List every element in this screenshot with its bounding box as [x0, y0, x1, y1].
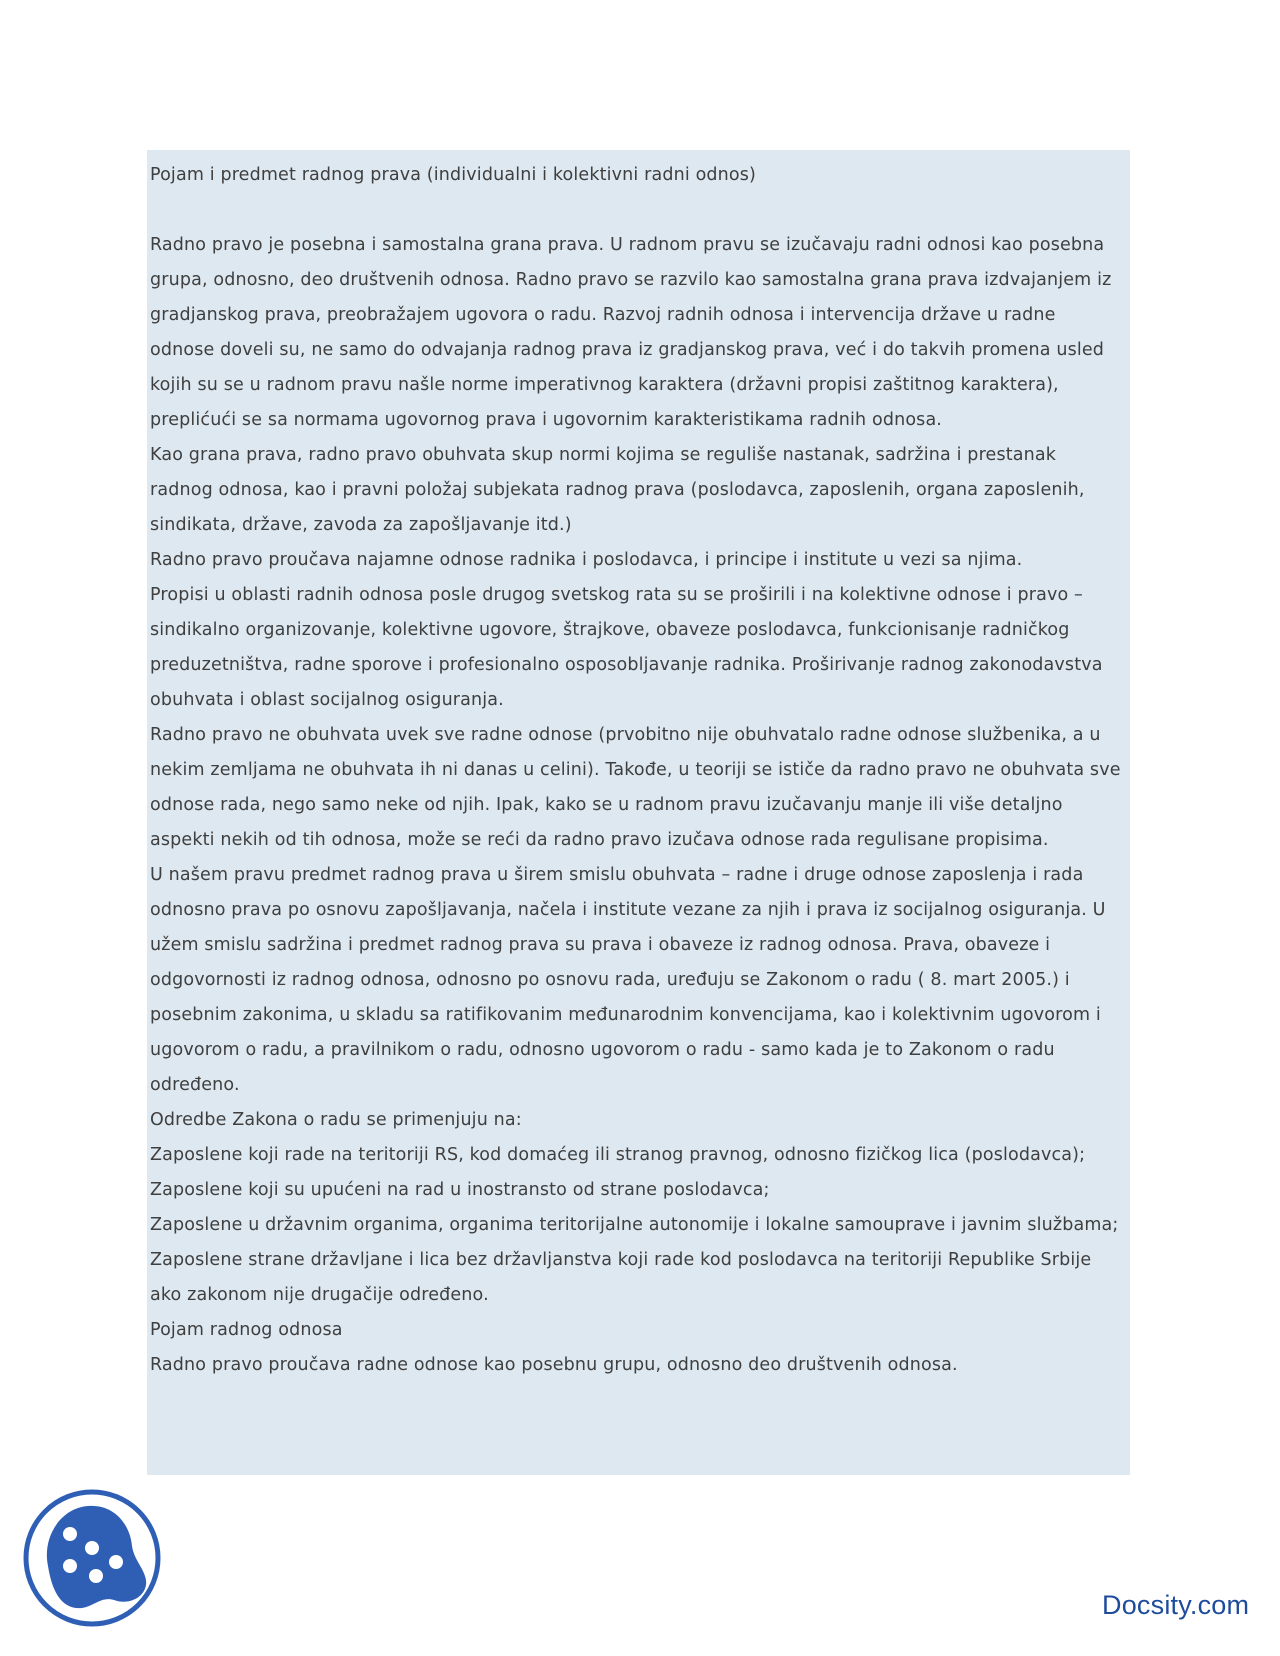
- section-heading: Pojam radnog odnosa: [150, 1320, 343, 1340]
- paragraph: Radno pravo je posebna i samostalna grana prava. U radnom pravu se izučavaju radni odnosi kao posebna grupa, odnosno, deo društvenih odnosa. Radno pravo se razvilo kao samostalna grana prava izdvajanjem iz gradjanskog prava, preobražajem ugovora o radu. Razvoj radnih odnosa i intervencija države u radne odnose doveli su, ne samo do odvajanja radnog prava iz gradjanskog prava, već i do takvih promena usled kojih su se u radnom pravu našle norme imperativnog karaktera (državni propisi zaštitnog karaktera), preplićući se sa normama ugovornog prava i ugovornim karakteristikama radnih odnosa.: [150, 235, 1112, 430]
- paragraph: Kao grana prava, radno pravo obuhvata skup normi kojima se reguliše nastanak, sadržina i prestanak radnog odnosa, kao i pravni položaj subjekata radnog prava (poslodavca, zaposlenih, organa zaposlenih, sindikata, države, zavoda za zapošljavanje itd.): [150, 445, 1085, 535]
- paragraph: Zaposlene strane državljane i lica bez državljanstva koji rade kod poslodavca na teritoriji Republike Srbije ako zakonom nije drugačije određeno.: [150, 1250, 1092, 1305]
- paragraph: Radno pravo proučava radne odnose kao posebnu grupu, odnosno deo društvenih odnosa.: [150, 1355, 958, 1375]
- document-body: [150, 228, 1122, 1383]
- paragraph: Odredbe Zakona o radu se primenjuju na:: [150, 1110, 522, 1130]
- paragraph: Radno pravo proučava najamne odnose radnika i poslodavca, i principe i institute u vezi sa njima.: [150, 550, 1023, 570]
- docsity-brand-link[interactable]: Docsity.com: [1102, 1590, 1250, 1620]
- paragraph: Zaposlene u državnim organima, organima teritorijalne autonomije i lokalne samouprave i javnim službama;: [150, 1215, 1119, 1235]
- paragraph: Zaposlene koji rade na teritoriji RS, kod domaćeg ili stranog pravnog, odnosno fizičkog lica (poslodavca); Zaposlene koji su upućeni na rad u inostransto od strane poslodavca;: [150, 1145, 1086, 1200]
- paragraph: Radno pravo ne obuhvata uvek sve radne odnose (prvobitno nije obuhvatalo radne odnose službenika, a u nekim zemljama ne obuhvata ih ni danas u celini). Takođe, u teoriji se ističe da radno pravo ne obuhvata sve odnose rada, nego samo neke od njih. Ipak, kako se u radnom pravu izučavanju manje ili više detaljno aspekti nekih od tih odnosa, može se reći da radno pravo izučava odnose rada regulisane propisima.: [150, 725, 1121, 850]
- document-title: Pojam i predmet radnog prava (individualni i kolektivni radni odnos): [150, 165, 757, 185]
- docsity-logo-icon[interactable]: [22, 1488, 162, 1628]
- paragraph: U našem pravu predmet radnog prava u širem smislu obuhvata – radne i druge odnose zaposlenja i rada odnosno prava po osnovu zapošljavanja, načela i institute vezane za njih i prava iz socijalnog osiguranja. U užem smislu sadržina i predmet radnog prava su prava i obaveze iz radnog odnosa. Prava, obaveze i odgovornosti iz radnog odnosa, odnosno po osnovu rada, uređuju se Zakonom o radu ( 8. mart 2005.) i posebnim zakonima, u skladu sa ratifikovanim međunarodnim konvencijama, kao i kolektivnim ugovorom i ugovorom o radu, a pravilnikom o radu, odnosno ugovorom o radu - samo kada je to Zakonom o radu određeno.: [150, 865, 1106, 1095]
- paragraph: Propisi u oblasti radnih odnosa posle drugog svetskog rata su se proširili i na kolektivne odnose i pravo – sindikalno organizovanje, kolektivne ugovore, štrajkove, obaveze poslodavca, funkcionisanje radničkog preduzetništva, radne sporove i profesionalno osposobljavanje radnika. Proširivanje radnog zakonodavstva obuhvata i oblast socijalnog osiguranja.: [150, 585, 1103, 710]
- document-content: [147, 150, 1130, 1475]
